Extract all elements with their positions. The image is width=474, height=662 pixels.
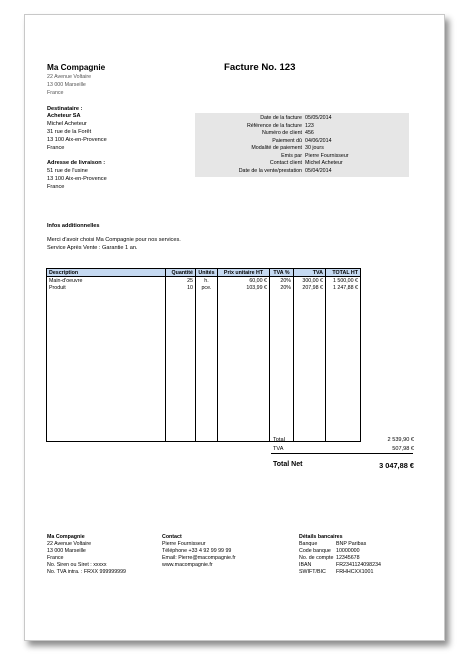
footer-company-line: 22 Avenue Voltaire xyxy=(47,541,92,547)
item-total-ht: 1 247,88 € xyxy=(326,284,361,291)
recipient-heading: Destinataire : xyxy=(47,106,83,112)
delivery-line: 51 rue de l'usine xyxy=(47,168,88,174)
info-value: 30 jours xyxy=(305,145,324,151)
bank-value: 12345678 xyxy=(336,555,360,561)
item-quantity: 25 xyxy=(166,277,196,285)
item-tva-percent: 20% xyxy=(270,277,294,285)
footer-company-line: 13 000 Marseille xyxy=(47,548,86,554)
net-total-value: 3 047,88 € xyxy=(379,461,414,470)
total-label: Total xyxy=(273,437,285,443)
info-value: Pierre Fournisseur xyxy=(305,152,349,159)
info-value: Michel Acheteur xyxy=(305,160,343,166)
info-label: Référence de la facture xyxy=(246,122,302,129)
recipient-line: Michel Acheteur xyxy=(47,121,87,127)
info-label: Numéro de client xyxy=(261,130,302,136)
totals-divider xyxy=(271,453,413,454)
column-header-description: Description xyxy=(47,269,166,277)
footer-company-line: France xyxy=(47,555,64,561)
recipient-line: 31 rue de la Forêt xyxy=(47,129,92,135)
table-row xyxy=(47,277,361,285)
column-header-tva-percent: TVA % xyxy=(270,269,294,277)
invoice-info-box xyxy=(195,113,409,177)
column-header-quantity: Quantité xyxy=(166,269,196,277)
info-label: Modalité de paiement xyxy=(251,145,302,151)
company-name: Ma Compagnie xyxy=(47,63,106,72)
item-unit-price: 60,00 € xyxy=(218,277,270,285)
company-address-line: France xyxy=(47,90,64,96)
column-header-tva: TVA xyxy=(294,269,326,277)
tva-total-value: 507,98 € xyxy=(392,446,414,452)
info-label: Contact client xyxy=(269,160,302,166)
additional-info-line: Merci d'avoir choisi Ma Compagnie pour nos services. xyxy=(47,237,181,243)
delivery-heading: Adresse de livraison : xyxy=(47,160,106,166)
footer-company-line: No. Siren ou Siret : xxxxx xyxy=(47,562,107,568)
additional-info-line: Service Après Vente : Garantie 1 an. xyxy=(47,245,138,251)
footer-company-line: No. TVA intra. : FRXX 999999999 xyxy=(47,569,127,575)
item-quantity: 10 xyxy=(166,284,196,291)
info-value: 05/05/2014 xyxy=(305,115,332,121)
bank-label: SWIFT/BIC xyxy=(299,569,326,575)
item-description: Main-d'oeuvre xyxy=(47,277,166,285)
item-total-ht: 1 500,00 € xyxy=(326,277,361,285)
company-address-line: 13 000 Marseille xyxy=(47,82,86,88)
item-tva: 207,98 € xyxy=(294,284,326,291)
table-row xyxy=(47,284,361,291)
column-header-unit-price: Prix unitaire HT xyxy=(218,269,270,277)
bank-value: FRHHCXX1001 xyxy=(336,569,374,575)
info-label: Paiement dû xyxy=(272,137,302,144)
footer-contact-line: www.macompagnie.fr xyxy=(162,562,213,568)
items-table xyxy=(46,268,361,442)
footer-contact-line: Email: Pierre@macompagnie.fr xyxy=(162,555,236,561)
bank-label: IBAN xyxy=(299,562,312,568)
delivery-line: France xyxy=(47,184,65,190)
company-address-line: 22 Avenue Voltaire xyxy=(47,74,92,80)
footer-contact-heading: Contact xyxy=(162,534,182,540)
delivery-line: 13 100 Aix-en-Provence xyxy=(47,176,107,182)
item-tva-percent: 20% xyxy=(270,284,294,291)
item-unit: h. xyxy=(196,277,218,285)
items-header-row xyxy=(47,269,361,277)
item-unit: pce. xyxy=(196,284,218,291)
bank-label: Banque xyxy=(299,541,318,547)
info-label: Emis par xyxy=(281,152,302,159)
bank-value: BNP Paribas xyxy=(336,541,367,547)
footer-company-name: Ma Compagnie xyxy=(47,534,85,540)
additional-info-heading: Infos additionnelles xyxy=(47,223,100,229)
bank-label: No. de compte xyxy=(299,555,334,561)
column-header-total-ht: TOTAL HT xyxy=(326,269,361,277)
bank-value: FR2341124098234 xyxy=(336,562,381,568)
bank-label: Code banque xyxy=(299,548,331,554)
footer-contact-line: Pierre Fournisseur xyxy=(162,541,206,547)
info-label: Date de la vente/prestation xyxy=(238,167,302,174)
recipient-name: Acheteur SA xyxy=(47,113,81,119)
info-value: 04/06/2014 xyxy=(305,137,332,144)
recipient-line: 13 100 Aix-en-Provence xyxy=(47,137,107,143)
info-value: 123 xyxy=(305,122,314,129)
item-tva: 300,00 € xyxy=(294,277,326,285)
table-empty-row xyxy=(47,291,361,442)
net-total-label: Total Net xyxy=(273,461,303,468)
total-value: 2 539,90 € xyxy=(387,437,414,443)
column-header-units: Unités xyxy=(196,269,218,277)
invoice-page xyxy=(24,14,445,641)
bank-value: 10000000 xyxy=(336,548,360,554)
info-value: 456 xyxy=(305,130,314,136)
info-value: 05/04/2014 xyxy=(305,167,332,174)
item-description: Produit xyxy=(47,284,166,291)
footer-contact-line: Téléphone +33 4 92 99 99 99 xyxy=(162,548,232,554)
tva-total-label: TVA xyxy=(273,446,284,452)
info-label: Date de la facture xyxy=(260,115,302,121)
recipient-line: France xyxy=(47,145,65,151)
footer-bank-heading: Détails bancaires xyxy=(299,534,343,540)
item-unit-price: 103,99 € xyxy=(218,284,270,291)
invoice-title: Facture No. 123 xyxy=(224,62,296,73)
